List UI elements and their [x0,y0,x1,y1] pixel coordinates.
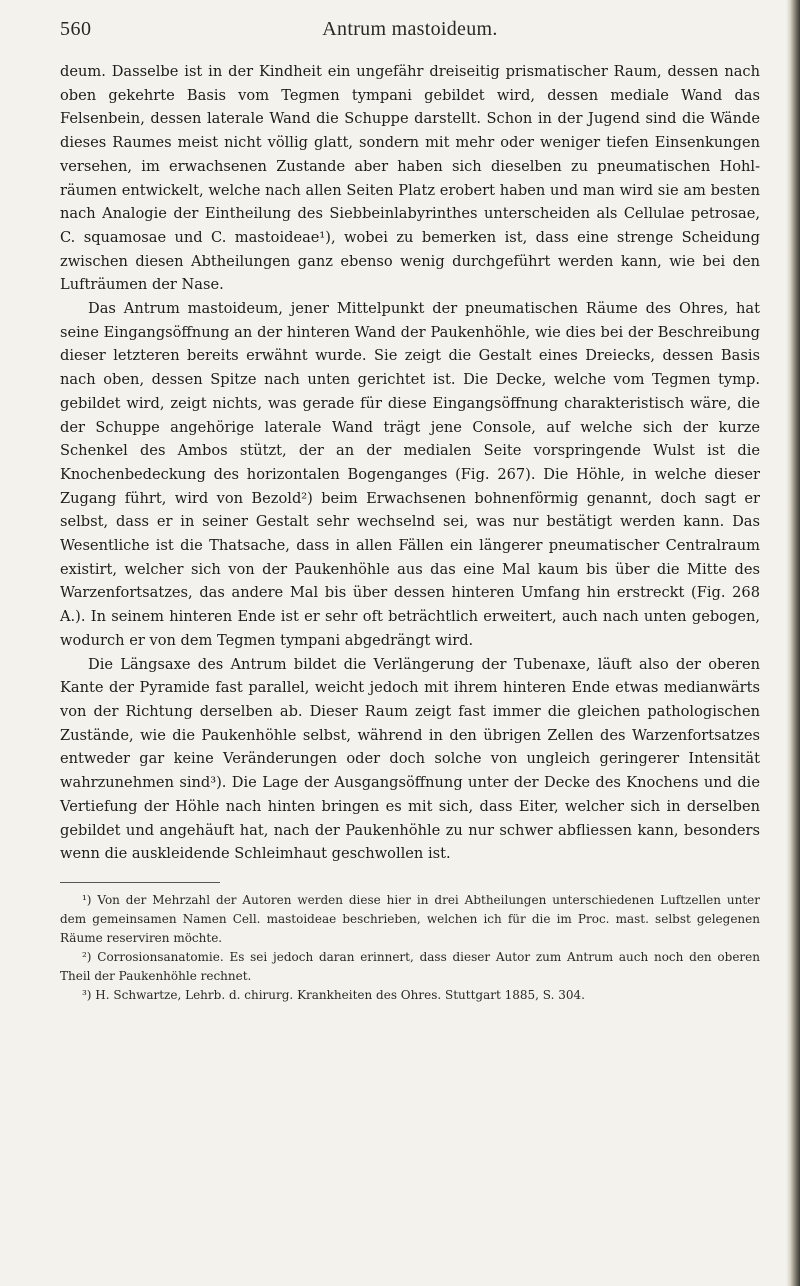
page-header [60,18,760,52]
paragraph: Die Längsaxe des Antrum bildet die Verlängerung der Tubenaxe, läuft also der oberen Kante der Pyramide fast parallel, weicht jedoch mit ihrem hinteren Ende etwas medianwärts von der Richtung derselben ab. Dieser Raum zeigt fast immer die gleichen pathologischen Zustände, wie die Paukenhöhle selbst, während in den übrigen Zellen des Warzenfortsatzes entweder gar keine Veränderungen oder doch solche von ungleich geringerer Intensität wahrzunehmen sind³). Die Lage der Ausgangsöffnung unter der Decke des Knochens und die Vertiefung der Höhle nach hinten bringen es mit sich, dass Eiter, welcher sich in derselben gebildet und angehäuft hat, nach der Paukenhöhle zu nur schwer abfliessen kann, besonders wenn die auskleidende Schleimhaut geschwollen ist. [60,655,760,863]
footnote: ²) Corrosionsanatomie. Es sei jedoch daran erinnert, dass dieser Autor zum Antrum auch noch den oberen Theil der Paukenhöhle rechnet. [60,949,760,983]
footnotes [60,891,760,1005]
book-page [60,18,760,1005]
footnote-separator [60,882,220,883]
paragraph: deum. Dasselbe ist in der Kindheit ein ungefähr dreiseitig prismatischer Raum, dessen nach oben gekehrte Basis vom Tegmen tympani gebildet wird, dessen mediale Wand das Felsenbein, dessen laterale Wand die Schuppe darstellt. Schon in der Jugend sind die Wände dieses Raumes meist nicht völlig glatt, sondern mit mehr oder weniger tiefen Einsenkungen versehen, im erwachsenen Zustande aber haben sich dieselben zu pneumatischen Hohlräumen entwickelt, welche nach allen Seiten Platz erobert haben und man wird sie am besten nach Analogie der Eintheilung des Siebbeinlabyrinthes unterscheiden als Cellulae petrosae, C. squamosae und C. mastoideae¹), wobei zu bemerken ist, dass eine strenge Scheidung zwischen diesen Abtheilungen ganz ebenso wenig durchgeführt werden kann, wie bei den Lufträumen der Nase. [60,63,760,294]
page-number: 560 [60,18,92,40]
paragraph: Das Antrum mastoideum, jener Mittelpunkt der pneumatischen Räume des Ohres, hat seine Eingangsöffnung an der hinteren Wand der Paukenhöhle, wie dies bei der Beschreibung dieser letzteren bereits erwähnt wurde. Sie zeigt die Gestalt eines Dreiecks, dessen Basis nach oben, dessen Spitze nach unten gerichtet ist. Die Decke, welche vom Tegmen tymp. gebildet wird, zeigt nichts, was gerade für diese Eingangsöffnung charakteristisch wäre, die der Schuppe angehörige laterale Wand trägt jene Console, auf welche sich der kurze Schenkel des Ambos stützt, der an der medialen Seite vorspringende Wulst ist die Knochenbedeckung des horizontalen Bogenganges (Fig. 267). Die Höhle, in welche dieser Zugang führt, wird von Bezold²) beim Erwachsenen bohnenförmig genannt, doch sagt er selbst, dass er in seiner Gestalt sehr wechselnd sei, was nur bestätigt werden kann. Das Wesentliche ist die Thatsache, dass in allen Fällen ein längerer pneumatischer Centralraum existirt, welcher sich von der Paukenhöhle aus das eine Mal kaum bis über die Mitte des Warzenfortsatzes, das andere Mal bis über dessen hinteren Umfang hin erstreckt (Fig. 268 A.). In seinem hinteren Ende ist er sehr oft beträchtlich erweitert, auch nach unten gebogen, wodurch er von dem Tegmen tympani abgedrängt wird. [60,300,760,649]
footnote: ³) H. Schwartze, Lehrb. d. chirurg. Krankheiten des Ohres. Stuttgart 1885, S. 304. [82,987,585,1002]
footnote: ¹) Von der Mehrzahl der Autoren werden diese hier in drei Abtheilungen unterschiedenen Luftzellen unter dem gemeinsamen Namen Cell. mastoideae beschrieben, welchen ich für die im Proc. mast. selbst gelegenen Räume reserviren möchte. [60,892,760,945]
main-text [60,60,760,866]
page-edge-shadow [786,0,800,1286]
running-title: Antrum mastoideum. [322,18,498,40]
